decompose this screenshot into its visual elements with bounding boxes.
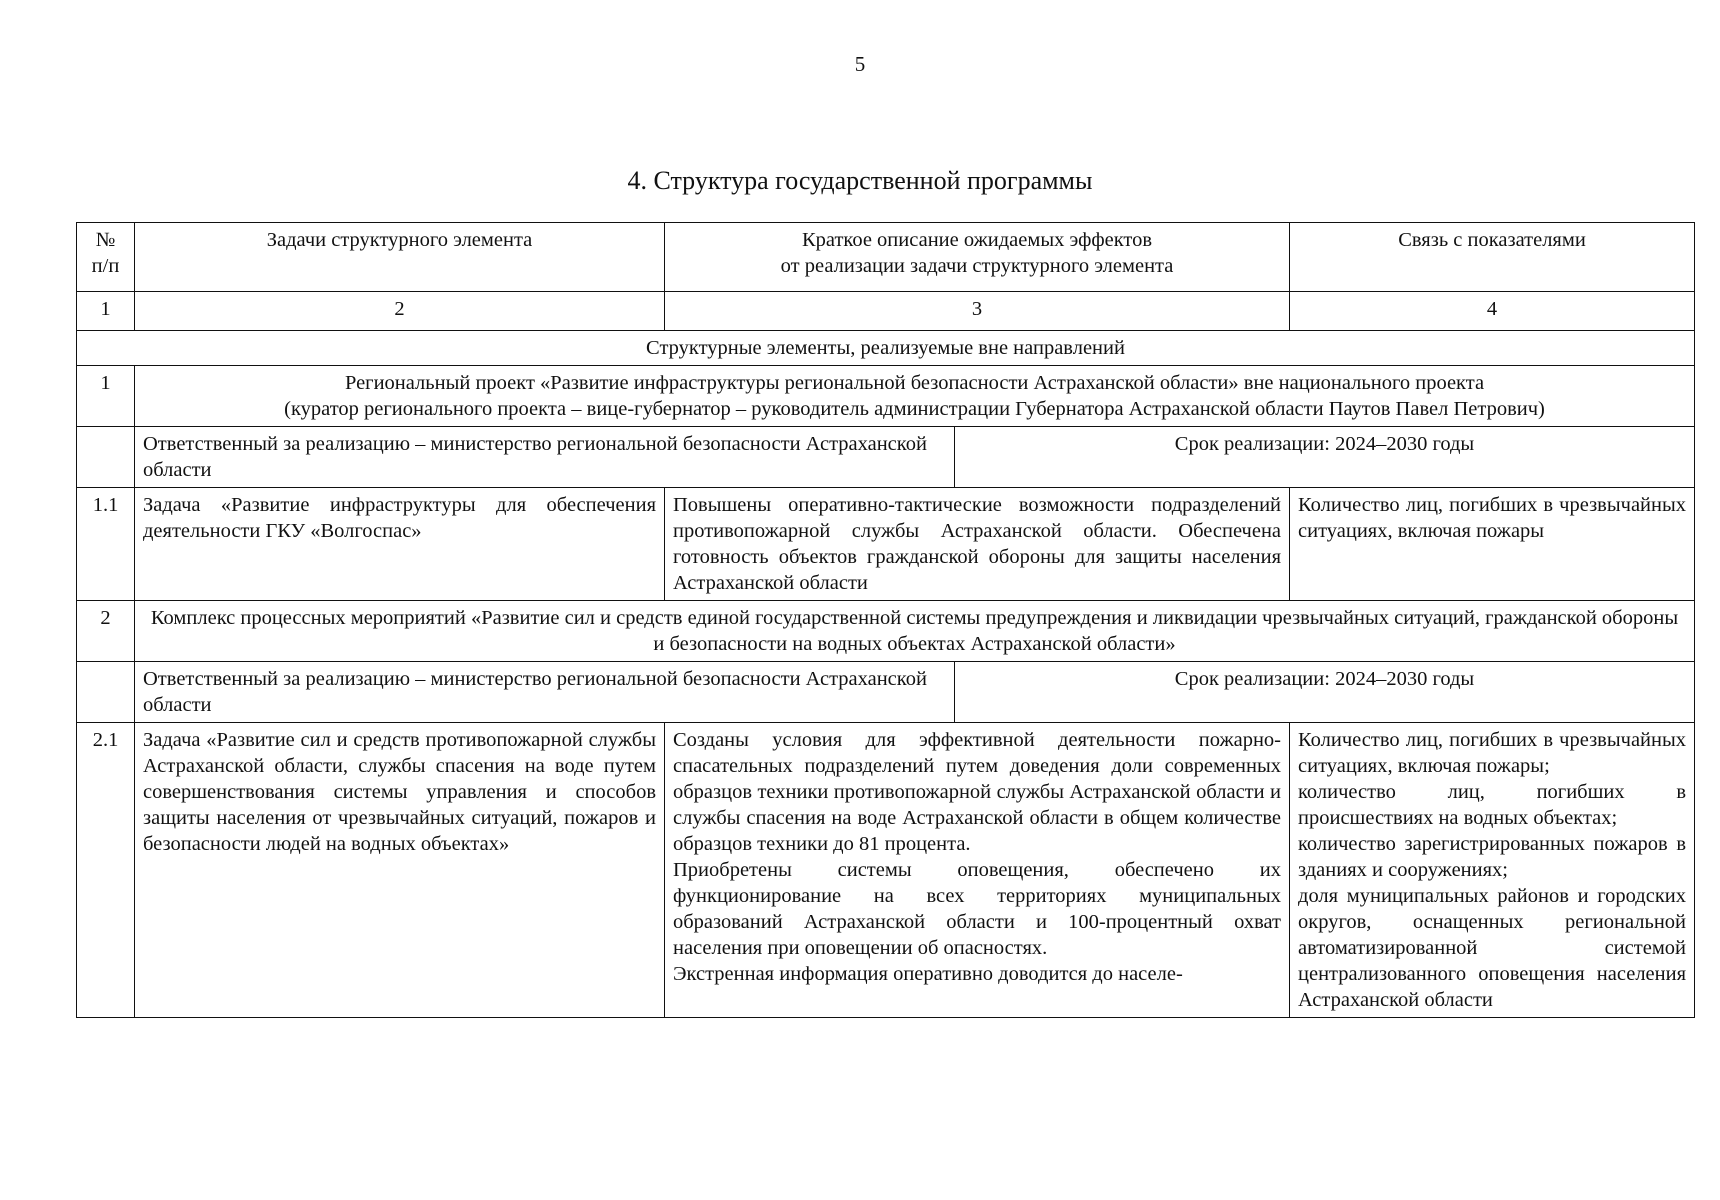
element1-curator: (куратор регионального проекта – вице-губернатор – руководитель администрации Губернатора Астраханской области Паутов Павел Петрович) — [284, 398, 1545, 420]
element1-title — [135, 366, 1695, 427]
element2-term: Срок реализации: 2024–2030 годы — [955, 662, 1695, 723]
column-number-3: 3 — [665, 292, 1290, 331]
task1-1-number: 1.1 — [77, 488, 135, 601]
element2-number: 2 — [77, 601, 135, 662]
element1-responsible: Ответственный за реализацию – министерство региональной безопасности Астраханской области — [135, 427, 955, 488]
element1-empty-number — [77, 427, 135, 488]
header-number-line2: п/п — [91, 255, 120, 277]
table-header-row — [77, 223, 1695, 292]
task1-1-task: Задача «Развитие инфраструктуры для обеспечения деятельности ГКУ «Волгоспас» — [135, 488, 665, 601]
section-row-title: Структурные элементы, реализуемые вне направлений — [77, 331, 1695, 366]
header-effects — [665, 223, 1290, 292]
element2-responsible-row — [77, 662, 1695, 723]
task2-1-number: 2.1 — [77, 723, 135, 1018]
header-tasks: Задачи структурного элемента — [135, 223, 665, 292]
element1-number: 1 — [77, 366, 135, 427]
task2-1-effect-paragraph-3: Экстренная информация оперативно доводится до населе- — [673, 963, 1183, 985]
program-structure-table — [76, 222, 1695, 1018]
element2-empty-number — [77, 662, 135, 723]
element1-title-line1: Региональный проект «Развитие инфраструктуры региональной безопасности Астраханской области» вне национального проекта — [344, 372, 1485, 394]
section-title: 4. Структура государственной программы — [627, 166, 1093, 195]
task2-1-row — [77, 723, 1695, 1018]
header-number-line1: № — [95, 229, 116, 251]
task2-1-effect-paragraph-1: Созданы условия для эффективной деятельности пожарно-спасательных подразделений путем доведения доли современных образцов техники противопожарной службы Астраханской области и службы спасения на воде Астраханской области в общем количестве образцов техники до 81 процента. — [673, 729, 1282, 855]
task2-1-indicator-1: Количество лиц, погибших в чрезвычайных ситуациях, включая пожары; — [1298, 729, 1687, 777]
column-number-1: 1 — [77, 292, 135, 331]
element1-title-row — [77, 366, 1695, 427]
column-numbers-row — [77, 292, 1695, 331]
element1-responsible-row — [77, 427, 1695, 488]
task2-1-effect — [665, 723, 1290, 1018]
section-row — [77, 331, 1695, 366]
column-number-4: 4 — [1290, 292, 1695, 331]
task2-1-indicator-4: доля муниципальных районов и городских округов, оснащенных региональной автоматизированной системой централизованного оповещения населения Астраханской области — [1298, 885, 1687, 1011]
element2-title-row — [77, 601, 1695, 662]
header-effects-line2: от реализации задачи структурного элемента — [780, 255, 1174, 277]
page-number: 5 — [854, 52, 866, 76]
column-number-2: 2 — [135, 292, 665, 331]
task2-1-effect-paragraph-2: Приобретены системы оповещения, обеспечено их функционирование на всех территориях муниципальных образований Астраханской области и 100-процентный охват населения при оповещении об опасностях. — [673, 859, 1282, 959]
task2-1-indicators — [1290, 723, 1695, 1018]
task2-1-task: Задача «Развитие сил и средств противопожарной службы Астраханской области, службы спасения на воде путем совершенствования системы управления и способов защиты населения от чрезвычайных ситуаций, пожаров и безопасности людей на водных объектах» — [135, 723, 665, 1018]
task1-1-indicators: Количество лиц, погибших в чрезвычайных ситуациях, включая пожары — [1290, 488, 1695, 601]
task1-1-row — [77, 488, 1695, 601]
element2-title: Комплекс процессных мероприятий «Развитие сил и средств единой государственной системы предупреждения и ликвидации чрезвычайных ситуаций, гражданской обороны и безопасности на водных объектах Астраханской области» — [135, 601, 1695, 662]
element1-term: Срок реализации: 2024–2030 годы — [955, 427, 1695, 488]
header-indicators: Связь с показателями — [1290, 223, 1695, 292]
header-effects-line1: Краткое описание ожидаемых эффектов — [801, 229, 1153, 251]
element2-responsible: Ответственный за реализацию – министерство региональной безопасности Астраханской области — [135, 662, 955, 723]
task1-1-effect: Повышены оперативно-тактические возможности подразделений противопожарной службы Астраханской области. Обеспечена готовность объектов гражданской обороны для защиты населения Астраханской области — [665, 488, 1290, 601]
task2-1-indicator-3: количество зарегистрированных пожаров в зданиях и сооружениях; — [1298, 833, 1687, 881]
header-number — [77, 223, 135, 292]
task2-1-indicator-2: количество лиц, погибших в происшествиях на водных объектах; — [1298, 781, 1687, 829]
